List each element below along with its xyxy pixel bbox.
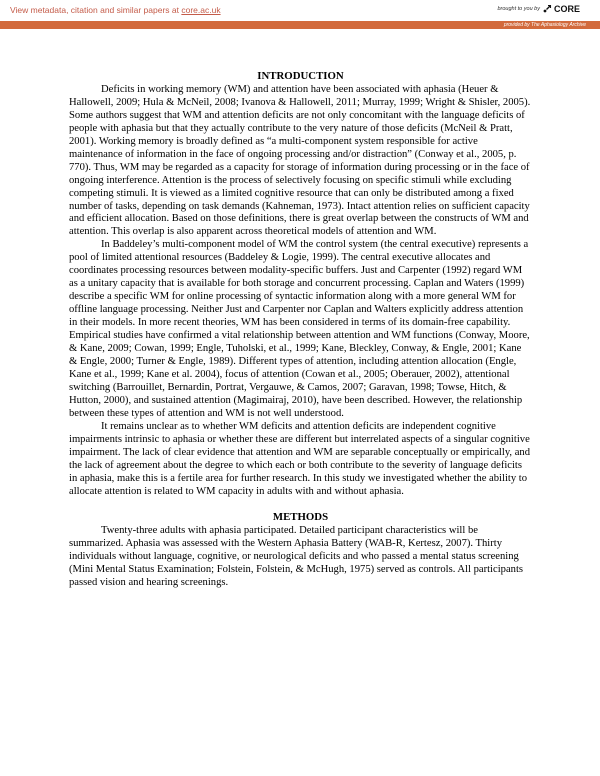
core-link-prefix: View metadata, citation and similar papers at xyxy=(10,5,182,15)
core-logo-icon xyxy=(542,4,552,14)
paragraph: Deficits in working memory (WM) and attention have been associated with aphasia (Heuer & Hallowell, 2009; Hula & McNeil, 2008; Ivanova & Hallowell, 2011; Murray, 1999; Wright & Shisler, 2005). Some authors suggest that WM and attention deficits are not only concomitant with the language deficits of people with aphasia but that they actually contribute to the very nature of those deficits (McNeil & Pratt, 2001). Working memory is broadly defined as “a multi-component system responsible for active maintenance of information in the face of ongoing processing and/or distraction” (Conway et al., 2005, p. 770). Thus, WM may be regarded as a capacity for storage of information during processing or in the face of ongoing interference. Attention is the process of selectively focusing on specific stimuli while excluding competing stimuli. It is viewed as a limited cognitive resource that can only be distributed among a fixed number of tasks, depending on task demands (Kahneman, 1973). Intact attention relies on sufficient capacity and efficient allocation. Based on those definitions, there is great overlap between the constructs of WM and attention. This overlap is also apparent across theoretical models of attention and WM. xyxy=(69,83,531,238)
provided-by-label: provided by The Aphasiology Archive xyxy=(503,22,586,28)
core-logo-text: CORE xyxy=(553,4,580,14)
core-brand[interactable] xyxy=(497,4,580,14)
section-heading-introduction: INTRODUCTION xyxy=(257,70,344,82)
paragraph: In Baddeley’s multi-component model of WM the control system (the central executive) represents a pool of limited attentional resources (Baddeley & Logie, 1999). The central executive allocates and coordinates processing resources between modality-specific buffers. Just and Carpenter (1992) regard WM as a unitary capacity that is available for both storage and concurrent processing. Caplan and Waters (1999) describe a specific WM for online processing of syntactic information along with a more general WM for offline language processing. Neither Just and Carpenter nor Caplan and Walters explicitly address attention in their models. In more recent theories, WM has been considered in terms of its domain-free capability. Empirical studies have confirmed a vital relationship between attention and WM functions (Conway, Moore, & Kane, 2009; Cowan, 1999; Engle, Tuholski, et al., 1999; Kane, Bleckley, Conway, & Engle, 2001; Kane & Engle, 2000; Turner & Engle, 1989). Different types of attention, including attention allocation (Engle, Kane et al., 1999; Kane et al. 2004), focus of attention (Cowan et al., 2005; Oberauer, 2002), attentional switching (Barrouillet, Bernardin, Portrat, Vergauwe, & Camos, 2007; Garavan, 1998; Towse, Hitch, & Hutton, 2000), and sustained attention (Magimairaj, 2010), have been described. However, the relationship between these types of attention and WM is not well understood. xyxy=(69,239,530,419)
paragraph: It remains unclear as to whether WM deficits and attention deficits are independent cognitive impairments intrinsic to aphasia or whether these are different but interrelated aspects of a singular cognitive impairment. The lack of clear evidence that attention and WM are separable conceptually or empirically, and the lack of agreement about the degree to which each or both contribute to the severity of language deficits in aphasia, make this is a fertile area for further research. In this study we investigated whether the ability to allocate attention is related to WM capacity in adults with and without aphasia. xyxy=(69,420,531,497)
core-provider-strip xyxy=(0,21,600,29)
paragraph: Twenty-three adults with aphasia participated. Detailed participant characteristics will be summarized. Aphasia was assessed with the Western Aphasia Battery (WAB-R, Kertesz, 2007). Thirty individuals without language, cognitive, or neurological deficits and who passed a mental status screening (Mini Mental Status Examination; Folstein, Folstein, & McHugh, 1975) served as controls. All participants passed vision and hearing screenings. xyxy=(69,525,524,589)
core-logo[interactable] xyxy=(542,4,580,14)
core-metadata-link[interactable] xyxy=(10,5,221,15)
core-banner xyxy=(0,0,600,30)
brought-by-label: brought to you by xyxy=(497,6,540,12)
paper-body xyxy=(69,70,532,590)
section-heading-methods: METHODS xyxy=(272,511,329,524)
core-link-url[interactable]: core.ac.uk xyxy=(181,5,221,15)
